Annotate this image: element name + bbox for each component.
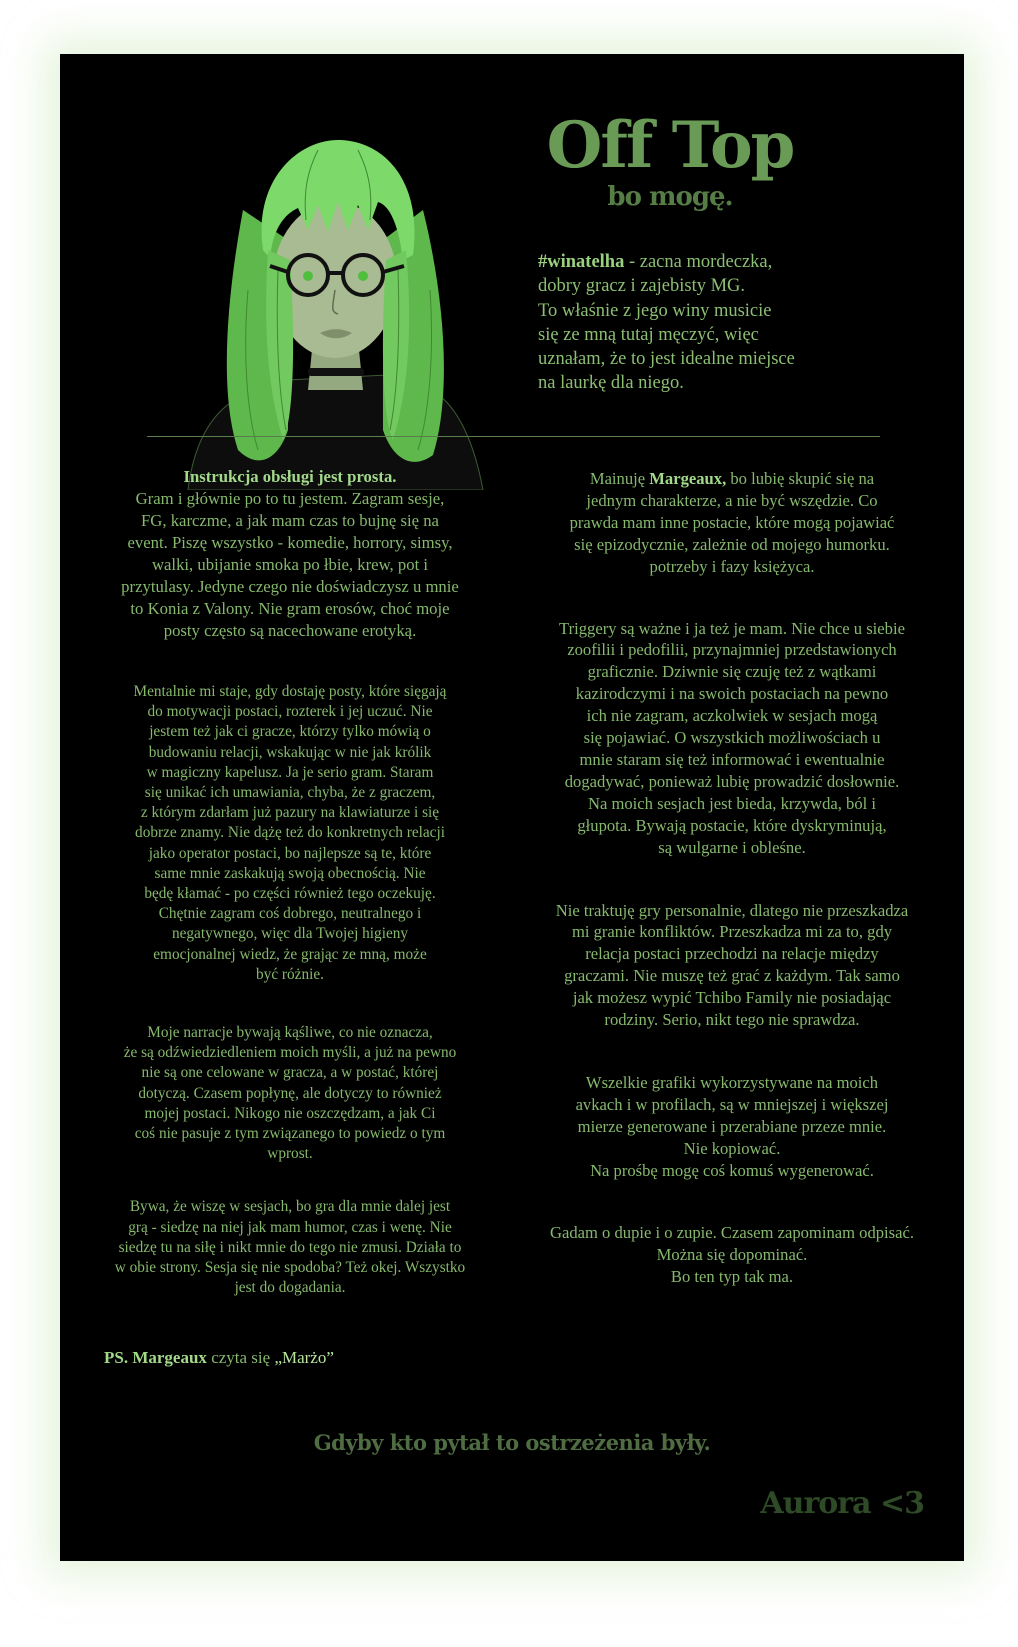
- intro-line: na laurkę dla niego.: [538, 373, 684, 394]
- footer-warning: Gdyby kto pytał to ostrzeżenia były.: [313, 1430, 711, 1455]
- text-line: Na prośbę mogę coś komuś wygenerować.: [590, 1160, 874, 1180]
- text-line: mojej postaci. Nikogo nie oszczędzam, a jak Ci: [144, 1104, 436, 1122]
- text-line: potrzeby i fazy księżyca.: [649, 556, 815, 576]
- text-line: coś nie pasuje z tym związanego to powiedz o tym: [134, 1125, 446, 1143]
- text-line: mierze generowane i przerabiane przeze mnie.: [577, 1116, 887, 1136]
- text-line: Mentalnie mi staje, gdy dostaję posty, które sięgają: [133, 683, 447, 700]
- text-line: będę kłamać - po części również tego oczekuję.: [144, 885, 436, 903]
- text-line: dogadywać, ponieważ lubię prowadzić dosłownie.: [564, 771, 900, 791]
- text-line: w magiczny kapelusz. Ja je serio gram. Staram: [146, 763, 434, 781]
- text-line: że są odźwiedziedleniem moich myśli, a już na pewno: [123, 1044, 457, 1062]
- text-line: mi granie konfliktów. Przeszkadza mi za to, gdy: [571, 922, 893, 942]
- text-line: kazirodczymi i na swoich postaciach na pewno: [575, 684, 889, 704]
- hashtag-link: #winatelha: [538, 252, 625, 272]
- text-line: rodziny. Serio, nikt tego nie sprawdza.: [604, 1010, 860, 1030]
- intro-line: się ze mną tutaj męczyć, więc: [538, 324, 759, 345]
- text-line: budowaniu relacji, wskakując w nie jak królik: [148, 743, 432, 761]
- text-line: walki, ubijanie smoka po łbie, krew, pot i: [151, 555, 429, 574]
- ps-note: PS. Margeaux czyta się „Marżo”: [104, 1348, 334, 1367]
- signature: Aurora <3: [760, 1486, 924, 1521]
- text-line: ich nie zagram, aczkolwiek w sesjach mogą: [586, 706, 878, 726]
- text-line: relacja postaci przechodzi na relacje między: [585, 944, 879, 964]
- text-line: się epizodycznie, zależnie od mojego humorku.: [574, 534, 890, 554]
- right-paragraph-2: [526, 618, 938, 859]
- text-line: Nie traktuję gry personalnie, dlatego nie przeszkadza: [555, 900, 909, 920]
- instructions-heading: Instrukcja obsługi jest prosta.: [183, 467, 397, 486]
- text-line: zoofilii i pedofilii, przynajmniej przedstawionych: [567, 640, 897, 660]
- text-line: Moje narracje bywają kąśliwe, co nie oznacza,: [147, 1024, 433, 1042]
- text-line: posty często są nacechowane erotyką.: [163, 621, 417, 640]
- text-line: Bo ten typ tak ma.: [670, 1267, 794, 1287]
- text-line: z którym zdarłam już pazury na klawiaturze i się: [140, 804, 440, 822]
- intro-line: uznałam, że to jest idealne miejsce: [538, 349, 795, 370]
- text-line: Można się dopominać.: [656, 1245, 808, 1265]
- text-line: emocjonalnej wiedz, że grając ze mną, może: [153, 945, 427, 963]
- right-paragraph-5: [526, 1222, 938, 1288]
- text-line: Nie kopiować.: [683, 1138, 781, 1158]
- character-name: Margeaux,: [649, 469, 727, 488]
- text-line: przytulasy. Jedyne czego nie doświadczysz u mnie: [121, 577, 459, 596]
- text-line: same mnie zaskakują swoją obecnością. Nie: [154, 864, 426, 882]
- text-line: w obie strony. Sesja się nie spodoba? Też okej. Wszystko: [114, 1259, 466, 1277]
- text-line: prawda mam inne postacie, które mogą pojawiać: [569, 512, 895, 532]
- page-subtitle: bo mogę.: [607, 182, 733, 212]
- text-line: Na moich sesjach jest bieda, krzywda, ból i: [587, 793, 876, 813]
- text-line: być różnie.: [256, 965, 324, 983]
- text-line: negatywnego, więc dla Twojej higieny: [171, 925, 409, 943]
- right-paragraph-1: Mainuję Margeaux, bo lubię skupić się na jednym charakterze, a nie być wszędzie. Co prawda mam inne postacie, które mogą pojawiać się epizodycznie, zależnie od mojego humorku. potrzeby i fazy księżyca.: [569, 469, 895, 576]
- text-line: do motywacji postaci, rozterek i jej uczuć. Nie: [147, 703, 433, 721]
- text-line: event. Piszę wszystko - komedie, horrory, simsy,: [127, 533, 453, 552]
- intro-text: [538, 250, 868, 396]
- text-line: jestem też jak ci gracze, którzy tylko mówią o: [149, 723, 431, 741]
- text-line: to Konia z Valony. Nie gram erosów, choć moje: [130, 599, 450, 618]
- intro-line: To właśnie z jego winy musicie: [538, 300, 772, 321]
- text-line: dotyczą. Czasem popłynę, ale dotyczy to również: [138, 1084, 442, 1102]
- text-line: się unikać ich umawiania, chyba, że z graczem,: [144, 784, 436, 802]
- text-line: graficznie. Dziwnie się czuję też z wątkami: [587, 662, 877, 682]
- portrait-illustration: [168, 90, 498, 490]
- text-line: dobrze znamy. Nie dążę też do konkretnych relacji: [135, 824, 445, 842]
- text-line: mnie staram się też informować i ewentualnie: [579, 749, 885, 769]
- section-divider: [147, 436, 880, 437]
- text-line: jednym charakterze, a nie być wszędzie. Co: [586, 490, 878, 510]
- text-line: grą - siedzę na niej jak mam humor, czas i wenę. Nie: [128, 1218, 452, 1236]
- text-line: avkach i w profilach, są w mniejszej i większej: [575, 1094, 889, 1114]
- text-line: są wulgarne i obleśne.: [658, 837, 806, 857]
- text-line: Gadam o dupie i o zupie. Czasem zapominam odpisać.: [549, 1223, 915, 1243]
- text-line: Triggery są ważne i ja też je mam. Nie chce u siebie: [559, 618, 905, 638]
- text-line: się pojawiać. O wszystkich możliwościach u: [583, 728, 881, 748]
- card-frame: [60, 54, 964, 1561]
- text-line: FG, karczme, a jak mam czas to bujnę się na: [141, 511, 439, 530]
- text-line: graczami. Nie muszę też grać z każdym. Tak samo: [564, 966, 900, 986]
- left-paragraph-4: [90, 1197, 490, 1298]
- text-line: siedzę tu na siłę i nikt mnie do tego nie zmusi. Działa to: [118, 1238, 462, 1256]
- left-paragraph-2: [90, 682, 490, 985]
- text-line: nie są one celowane w gracza, a w postać, której: [141, 1064, 439, 1082]
- left-paragraph-3: [90, 1023, 490, 1164]
- text-line: Gram i głównie po to tu jestem. Zagram sesje,: [135, 489, 445, 508]
- left-paragraph-1: [90, 466, 490, 642]
- text-line: Bywa, że wiszę w sesjach, bo gra dla mnie dalej jest: [129, 1198, 451, 1216]
- left-column: [90, 466, 490, 1298]
- page-title: Off Top: [546, 108, 794, 183]
- text-line: głupota. Bywają postacie, które dyskryminują,: [577, 815, 887, 835]
- right-paragraph-3: [526, 900, 938, 1031]
- text-line: jak możesz wypić Tchibo Family nie posiadając: [572, 988, 892, 1008]
- text-line: wprost.: [267, 1145, 313, 1163]
- text-line: Chętnie zagram coś dobrego, neutralnego i: [158, 905, 422, 923]
- right-column: [526, 468, 938, 1288]
- text-line: jest do dogadania.: [234, 1279, 346, 1297]
- text-line: jako operator postaci, bo najlepsze są te, które: [148, 844, 432, 862]
- right-paragraph-4: [526, 1072, 938, 1182]
- text-line: Wszelkie grafiki wykorzystywane na moich: [585, 1072, 879, 1092]
- intro-line: #winatelha - zacna mordeczka,: [538, 252, 773, 272]
- intro-line: dobry gracz i zajebisty MG.: [538, 276, 746, 297]
